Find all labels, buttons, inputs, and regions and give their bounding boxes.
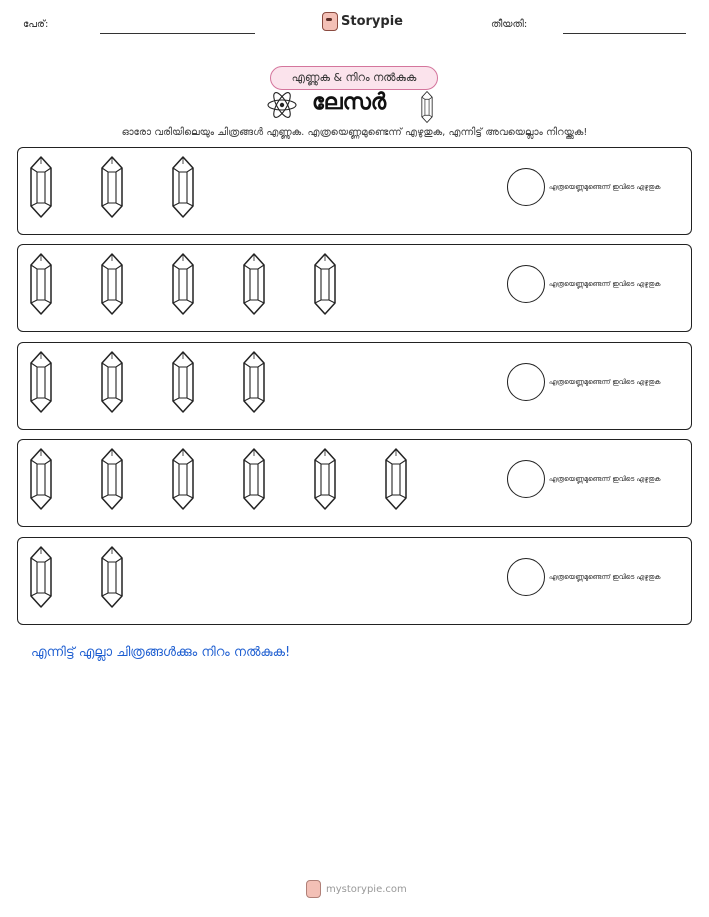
storypie-mascot-icon (306, 880, 321, 898)
crystal-icon (29, 253, 53, 315)
date-write-line[interactable] (563, 33, 686, 34)
crystal-icon (100, 448, 124, 510)
answer-label: എത്രയെണ്ണമുണ്ടെന്ന് ഇവിടെ എഴുതുക (549, 378, 661, 386)
crystal-icon (29, 156, 53, 218)
crystal-icon (171, 448, 195, 510)
site-footer (306, 880, 407, 898)
closing-instruction: എന്നിട്ട് എല്ലാ ചിത്രങ്ങൾക്കും നിറം നൽകുക! (31, 645, 291, 660)
name-write-line[interactable] (100, 33, 255, 34)
crystal-icon (384, 448, 408, 510)
activity-tag (270, 66, 438, 90)
crystal-icon (242, 351, 266, 413)
crystal-icon (29, 351, 53, 413)
answer-circle[interactable] (507, 265, 545, 303)
crystal-icon (29, 448, 53, 510)
site-url: mystorypie.com (326, 883, 407, 895)
crystal-icon (313, 448, 337, 510)
crystal-icon (100, 156, 124, 218)
crystal-icon (242, 448, 266, 510)
brand-name: Storypie (341, 14, 403, 29)
crystal-icon (313, 253, 337, 315)
answer-label: എത്രയെണ്ണമുണ്ടെന്ന് ഇവിടെ എഴുതുക (549, 183, 661, 191)
storypie-mascot-icon (322, 12, 338, 31)
worksheet-title: ലേസർ (312, 90, 387, 115)
instruction-text: ഓരോ വരിയിലെയും ചിത്രങ്ങൾ എണ്ണുക. എത്രയെണ്ണമുണ്ടെന്ന് എഴുതുക, എന്നിട്ട് അവയെല്ലാം നിറയ്ക്കുക! (121, 127, 588, 138)
activity-tag-text: എണ്ണുക & നിറം നൽകുക (291, 71, 417, 84)
answer-label: എത്രയെണ്ണമുണ്ടെന്ന് ഇവിടെ എഴുതുക (549, 573, 661, 581)
answer-label: എത്രയെണ്ണമുണ്ടെന്ന് ഇവിടെ എഴുതുക (549, 280, 661, 288)
counting-row-5 (17, 537, 692, 625)
counting-row-3 (17, 342, 692, 430)
crystal-icon (171, 156, 195, 218)
answer-label: എത്രയെണ്ണമുണ്ടെന്ന് ഇവിടെ എഴുതുക (549, 475, 661, 483)
brand-logo (322, 12, 403, 31)
counting-row-2 (17, 244, 692, 332)
answer-circle[interactable] (507, 460, 545, 498)
title-crystal-icon (420, 91, 434, 123)
counting-row-1 (17, 147, 692, 235)
answer-circle[interactable] (507, 363, 545, 401)
crystal-icon (100, 351, 124, 413)
crystal-icon (100, 253, 124, 315)
crystal-icon (171, 351, 195, 413)
crystal-icon (29, 546, 53, 608)
answer-circle[interactable] (507, 168, 545, 206)
date-label: തീയതി: (491, 19, 528, 30)
counting-row-4 (17, 439, 692, 527)
crystal-icon (100, 546, 124, 608)
crystal-icon (242, 253, 266, 315)
atom-icon (266, 90, 298, 120)
answer-circle[interactable] (507, 558, 545, 596)
name-label: പേര്: (23, 19, 49, 30)
crystal-icon (171, 253, 195, 315)
